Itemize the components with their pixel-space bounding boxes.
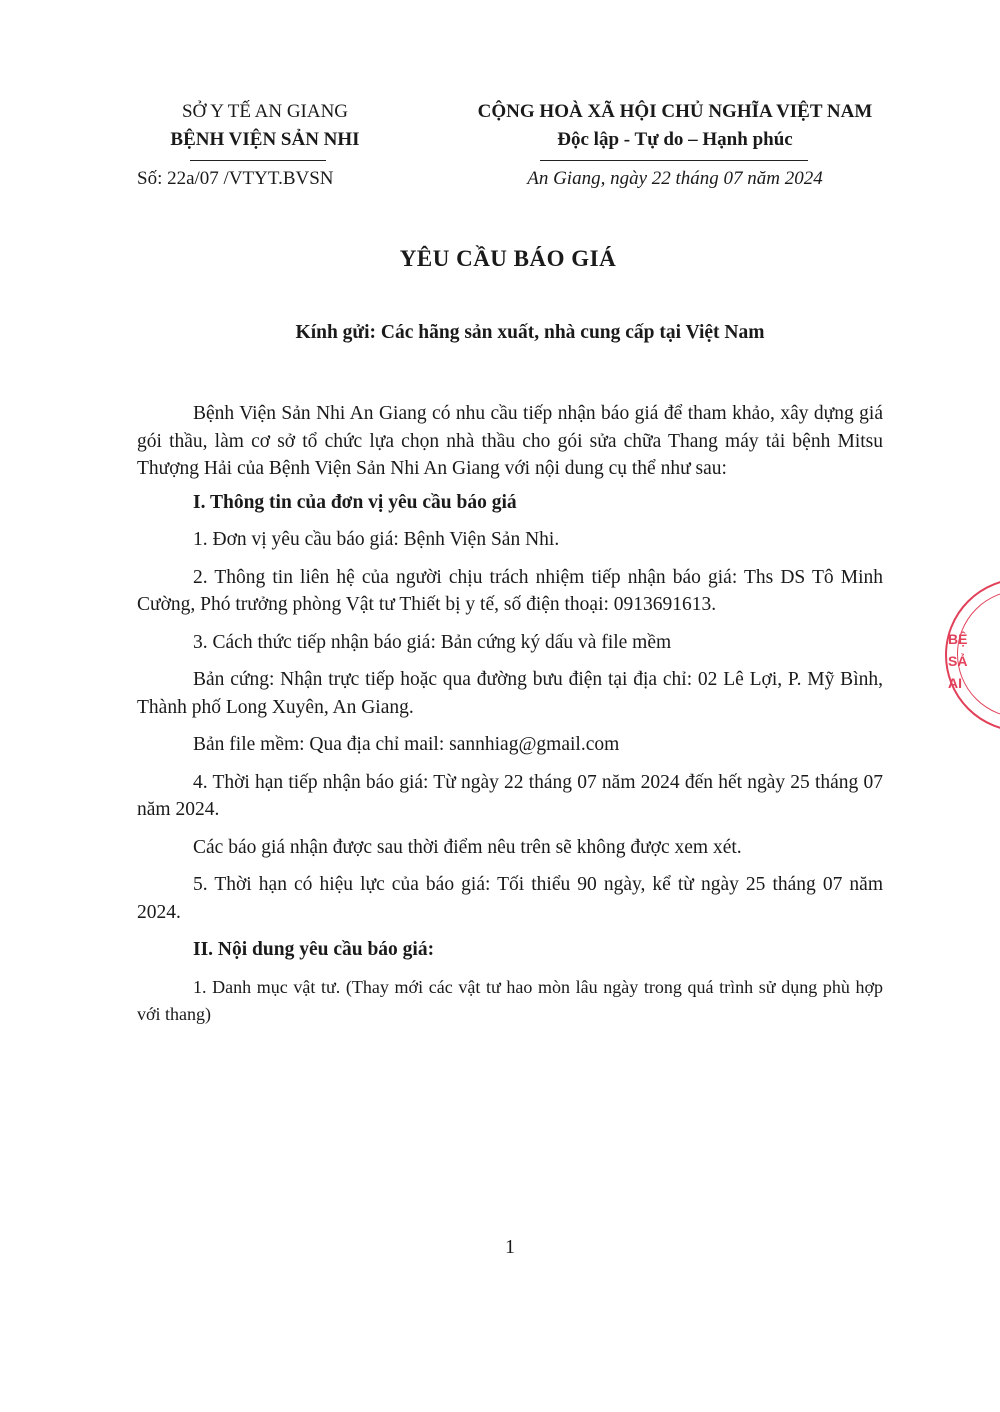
late-quote-note: Các báo giá nhận được sau thời điểm nêu trên sẽ không được xem xét. [193,836,742,858]
soft-copy-email: Bản file mềm: Qua địa chỉ mail: sannhiag@gmail.com [193,734,620,755]
stamp-line-2: SẢ [948,653,968,669]
stamp-line-3: AI [948,675,962,691]
document-title: YÊU CẦU BÁO GIÁ [399,246,617,271]
nation-name: CỘNG HOÀ XÃ HỘI CHỦ NGHĨA VIỆT NAM [477,101,873,122]
section-1-item-5: 5. Thời hạn có hiệu lực của báo giá: Tối thiểu 90 ngày, kể từ ngày 25 tháng 07 năm 2024. [137,874,883,923]
ministry-name: SỞ Y TẾ AN GIANG [181,101,349,122]
header-left [120,98,410,154]
document-number: Số: 22a/07 /VTYT.BVSN [137,168,334,189]
section-1-item-2: 2. Thông tin liên hệ của người chịu trách nhiệm tiếp nhận báo giá: Ths DS Tô Minh Cường, Phó trưởng phòng Vật tư Thiết bị y tế, số điện thoại: 0913691613. [137,566,883,615]
section-1-heading: I. Thông tin của đơn vị yêu cầu báo giá [193,491,517,513]
header-right-rule [540,160,808,161]
header-right [430,98,920,154]
section-1-item-1: 1. Đơn vị yêu cầu báo giá: Bệnh Viện Sản Nhi. [193,529,560,550]
section-2-heading: II. Nội dung yêu cầu báo giá: [193,939,435,960]
document-date: An Giang, ngày 22 tháng 07 năm 2024 [527,168,823,189]
stamp-line-1: BỆ [948,631,968,647]
hard-copy-address: Bản cứng: Nhận trực tiếp hoặc qua đường bưu điện tại địa chỉ: 02 Lê Lợi, P. Mỹ Bình, Thành phố Long Xuyên, An Giang. [137,669,883,718]
header-left-rule [190,160,326,161]
section-2-item-1: 1. Danh mục vật tư. (Thay mới các vật tư hao mòn lâu ngày trong quá trình sử dụng phù hợp với thang) [137,976,883,1024]
section-1-item-3: 3. Cách thức tiếp nhận báo giá: Bản cứng ký dấu và file mềm [193,631,672,653]
hospital-name: BỆNH VIỆN SẢN NHI [170,129,360,150]
national-motto: Độc lập - Tự do – Hạnh phúc [557,129,793,150]
official-stamp-text [948,628,1000,694]
page-number: 1 [505,1236,515,1258]
section-1-item-4: 4. Thời hạn tiếp nhận báo giá: Từ ngày 22 tháng 07 năm 2024 đến hết ngày 25 tháng 07 năm 2024. [137,771,883,820]
document-body [137,400,883,1029]
intro-paragraph: Bệnh Viện Sản Nhi An Giang có nhu cầu tiếp nhận báo giá để tham khảo, xây dựng giá gói thầu, làm cơ sở tổ chức lựa chọn nhà thầu cho gói sửa chữa Thang máy tải bệnh Mitsu Thượng Hải của Bệnh Viện Sản Nhi An Giang với nội dung cụ thể như sau: [137,403,883,479]
recipient-line: Kính gửi: Các hãng sản xuất, nhà cung cấp tại Việt Nam [295,322,765,343]
